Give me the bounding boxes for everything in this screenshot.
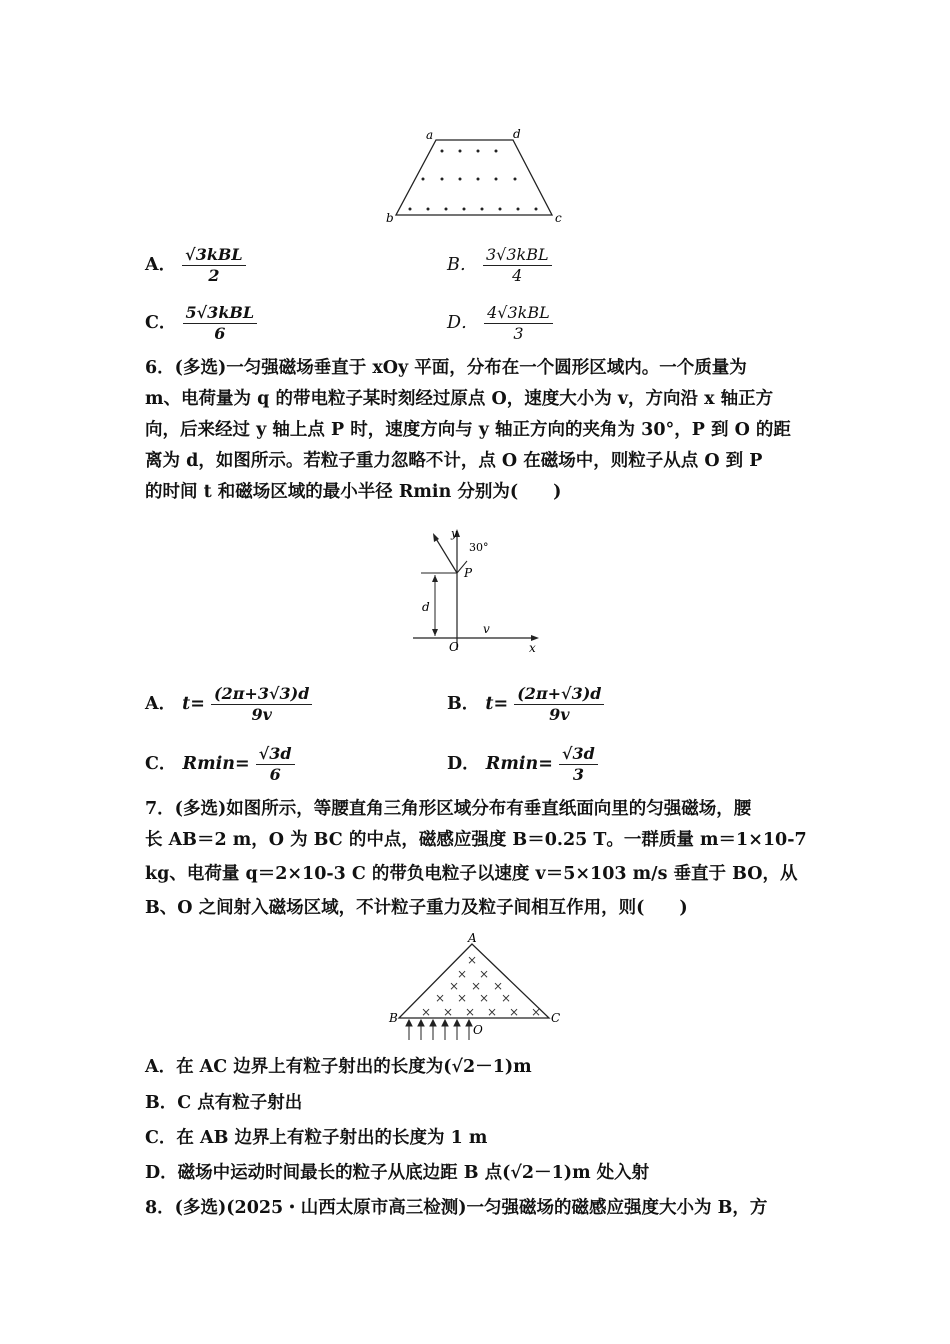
svg-text:×: × (493, 979, 504, 993)
svg-text:×: × (435, 991, 446, 1005)
label-30deg: 30° (469, 541, 489, 554)
q6-line-3: 向，后来经过 y 轴上点 P 时，速度方向与 y 轴正方向的夹角为 30°，P 到 O 的距 (145, 420, 791, 440)
q6-line-5: 的时间 t 和磁场区域的最小半径 Rmin 分别为( ) (145, 482, 562, 502)
q6-option-d: D． Rmin= $\frac{√3d}{3}$ (447, 744, 598, 785)
svg-text:×: × (471, 979, 482, 993)
svg-text:×: × (449, 979, 460, 993)
label-c: c (555, 211, 562, 225)
q6-line-1: 6．(多选)一匀强磁场垂直于 xOy 平面，分布在一个圆形区域内。一个质量为 (145, 358, 747, 378)
q5-option-a: A． $\frac{\text{√3kBL}}{2}$ (145, 245, 246, 286)
label-B: B (389, 1011, 398, 1025)
q7-line-2: 长 AB＝2 m，O 为 BC 的中点，磁感应强度 B＝0.25 T。一群质量 m＝1×10-7 (145, 830, 807, 850)
q5-option-c: C． $\frac{\text{5√3kBL}}{6}$ (145, 303, 257, 344)
q7-option-c: C．在 AB 边界上有粒子射出的长度为 1 m (145, 1128, 488, 1148)
q7-line-1: 7．(多选)如图所示，等腰直角三角形区域分布有垂直纸面向里的匀强磁场，腰 (145, 799, 752, 819)
q7-line-4: B、O 之间射入磁场区域，不计粒子重力及粒子间相互作用，则( ) (145, 898, 688, 918)
svg-text:×: × (487, 1005, 498, 1019)
label-P: P (464, 566, 473, 580)
svg-text:×: × (443, 1005, 454, 1019)
label-d-dist: d (422, 600, 430, 614)
svg-text:×: × (465, 1005, 476, 1019)
label-C: C (551, 1011, 561, 1025)
trapezoid-figure (380, 122, 570, 227)
trapezoid-outline (396, 140, 552, 215)
coordinate-figure (405, 525, 550, 660)
svg-text:×: × (479, 991, 490, 1005)
svg-text:×: × (421, 1005, 432, 1019)
q6-option-a: A． t= $\frac{(2\pi+3√3)d}{9v}$ (145, 684, 312, 725)
svg-text:×: × (509, 1005, 520, 1019)
q8-line-1: 8．(多选)(2025・山西太原市高三检测)一匀强磁场的磁感应强度大小为 B，方 (145, 1198, 768, 1218)
q6-option-c: C． Rmin= $\frac{√3d}{6}$ (145, 744, 295, 785)
label-d: d (513, 127, 521, 141)
svg-text:×: × (479, 967, 490, 981)
label-y: y (451, 527, 458, 540)
q6-line-2: m、电荷量为 q 的带电粒子某时刻经过原点 O，速度大小为 v，方向沿 x 轴正方 (145, 389, 774, 409)
label-v: v (483, 622, 490, 636)
q7-option-d: D．磁场中运动时间最长的粒子从底边距 B 点(√2－1)m 处入射 (145, 1163, 650, 1183)
q6-line-4: 离为 d，如图所示。若粒子重力忽略不计，点 O 在磁场中，则粒子从点 O 到 P (145, 451, 763, 471)
label-b: b (386, 211, 394, 225)
svg-text:×: × (467, 953, 478, 967)
label-x: x (529, 641, 536, 655)
field-dots (409, 150, 538, 211)
label-O: O (449, 640, 459, 654)
svg-text:×: × (501, 991, 512, 1005)
svg-text:×: × (457, 967, 468, 981)
svg-text:×: × (457, 991, 468, 1005)
q7-option-a: A．在 AC 边界上有粒子射出的长度为(√2－1)m (145, 1057, 532, 1077)
triangle-figure (385, 930, 570, 1045)
q6-option-b: B． t= $\frac{(2\pi+√3)d}{9v}$ (447, 684, 604, 725)
q5-option-d: D． $\frac{\text{4√3kBL}}{3}$ (447, 303, 553, 344)
q5-option-b: B． $\frac{\text{3√3kBL}}{4}$ (447, 245, 552, 286)
field-crosses (421, 953, 541, 1019)
label-A: A (468, 931, 477, 945)
svg-text:×: × (531, 1005, 542, 1019)
label-a: a (426, 128, 434, 142)
incident-arrows (406, 1020, 472, 1040)
q7-option-b: B．C 点有粒子射出 (145, 1093, 303, 1113)
q7-line-3: kg、电荷量 q＝2×10-3 C 的带负电粒子以速度 v＝5×103 m/s 垂直于 BO，从 (145, 864, 798, 884)
label-O: O (473, 1023, 483, 1037)
